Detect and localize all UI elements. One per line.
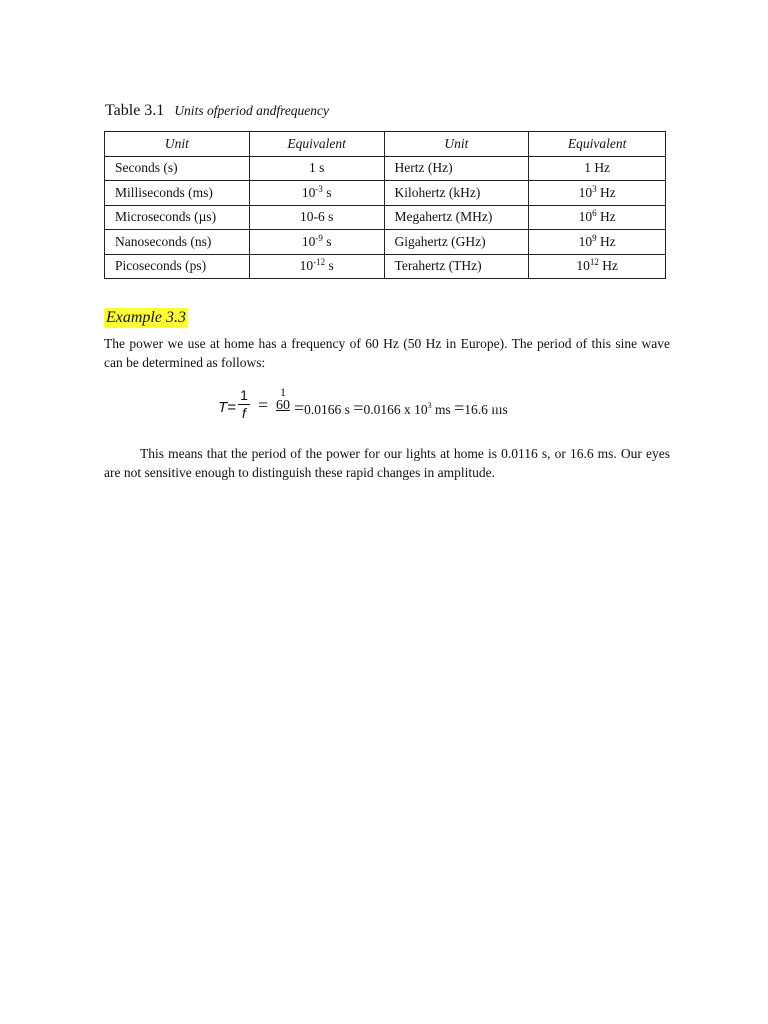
time-equivalent-cell: 1 s <box>249 156 384 181</box>
example-heading: Example 3.3 <box>106 309 186 326</box>
frequency-unit-cell: Megahertz (MHz) <box>384 205 529 230</box>
frequency-unit-cell: Terahertz (THz) <box>384 254 529 279</box>
column-header: Equivalent <box>249 132 384 157</box>
time-unit-cell: Seconds (s) <box>105 156 250 181</box>
table-row <box>105 156 666 181</box>
time-equivalent-cell: $10^{-12}$ s <box>249 254 384 279</box>
frequency-unit-cell: Hertz (Hz) <box>384 156 529 181</box>
table-row <box>105 230 666 255</box>
formula-lhs: T= <box>218 399 236 416</box>
column-header: Equivalent <box>529 132 666 157</box>
table-row <box>105 205 666 230</box>
column-header: Unit <box>384 132 529 157</box>
time-equivalent-cell: 10-6 s <box>249 205 384 230</box>
time-unit-cell: Picoseconds (ps) <box>105 254 250 279</box>
frequency-equivalent-cell: 1 Hz <box>529 156 666 181</box>
time-unit-cell: Microseconds (µs) <box>105 205 250 230</box>
equals-sign: = <box>258 395 269 415</box>
frequency-equivalent-cell: $10^6$ Hz <box>529 205 666 230</box>
table-header-row <box>105 132 666 157</box>
example-conclusion-paragraph: This means that the period of the power for our lights at home is 0.0116 s, or 16.6 ms. Our eyes are not sensitive enough to distinguish these rapid changes in amplitude. <box>104 446 670 480</box>
table-caption <box>105 102 329 120</box>
time-equivalent-cell: $10^{-3}$ s <box>249 181 384 206</box>
time-equivalent-cell: $10^{-9}$ s <box>249 230 384 255</box>
frequency-unit-cell: Kilohertz (kHz) <box>384 181 529 206</box>
table-row <box>105 254 666 279</box>
formula-fraction-60: 1 60 <box>276 385 290 413</box>
units-table <box>104 131 666 279</box>
period-formula <box>218 385 618 429</box>
frequency-unit-cell: Gigahertz (GHz) <box>384 230 529 255</box>
example-intro-paragraph: The power we use at home has a frequency of 60 Hz (50 Hz in Europe). The period of this sine wave can be determined as follows: <box>104 336 670 370</box>
formula-fraction: $\frac{1}{f}$ <box>238 387 250 422</box>
formula-result: =0.0166 s =0.0166 x $10^3$ ms =16.6 ıııs <box>294 398 508 418</box>
frequency-equivalent-cell: $10^9$ Hz <box>529 230 666 255</box>
frequency-equivalent-cell: $10^{12}$ Hz <box>529 254 666 279</box>
time-unit-cell: Nanoseconds (ns) <box>105 230 250 255</box>
table-number: Table 3.1 <box>105 102 165 119</box>
table-row <box>105 181 666 206</box>
frequency-equivalent-cell: $10^3$ Hz <box>529 181 666 206</box>
time-unit-cell: Milliseconds (ms) <box>105 181 250 206</box>
column-header: Unit <box>105 132 250 157</box>
table-title: Units ofperiod andfrequency <box>174 103 330 118</box>
